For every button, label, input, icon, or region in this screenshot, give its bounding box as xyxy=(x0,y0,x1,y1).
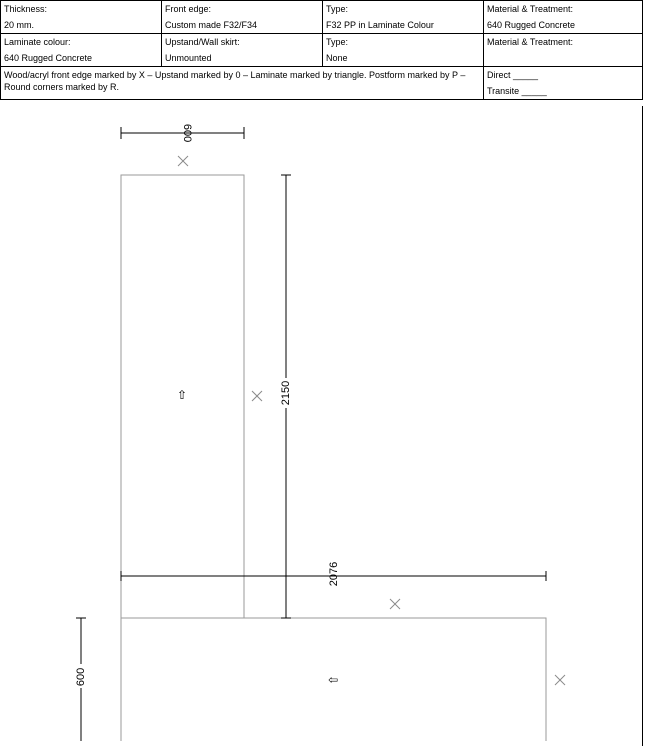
edge-markers xyxy=(178,156,565,685)
thickness-value: 20 mm. xyxy=(1,17,162,34)
material-value-1: 640 Rugged Concrete xyxy=(484,17,643,34)
dim-text-height: 2150 xyxy=(279,380,292,406)
front-edge-label: Front edge: xyxy=(162,1,323,18)
edge-marker-vertical-right xyxy=(252,391,262,401)
transite-field[interactable]: Transite _____ xyxy=(487,86,547,96)
material-label-2: Material & Treatment: xyxy=(484,34,643,67)
edge-marker-top xyxy=(178,156,188,166)
dim-text-total-width: 2076 xyxy=(327,561,340,587)
upstand-label: Upstand/Wall skirt: xyxy=(162,34,323,51)
dim-text-bottom-depth: 600 xyxy=(74,667,87,687)
edge-marker-bottom-right xyxy=(555,675,565,685)
dimension-height xyxy=(279,175,293,618)
direction-arrow-horizontal: ⇧ xyxy=(326,674,341,686)
legend-note-line-1: Wood/acryl front edge marked by X – Upstand marked by 0 – Laminate marked by triangle. Postform marked by P – xyxy=(4,70,466,80)
direction-arrow-vertical: ⇧ xyxy=(176,388,188,402)
type-value-2: None xyxy=(323,50,484,67)
upstand-value: Unmounted xyxy=(162,50,323,67)
legend-note-line-2: Round corners marked by R. xyxy=(4,82,120,92)
material-label-1: Material & Treatment: xyxy=(484,1,643,18)
dimension-bottom-depth xyxy=(74,618,88,741)
type-label-1: Type: xyxy=(323,1,484,18)
direct-field[interactable]: Direct _____ xyxy=(487,70,539,80)
dimension-top-width xyxy=(121,124,244,142)
type-value-1: F32 PP in Laminate Colour xyxy=(323,17,484,34)
edge-marker-bottom-top xyxy=(390,599,400,609)
dimension-total-width xyxy=(121,562,546,586)
thickness-label: Thickness: xyxy=(1,1,162,18)
laminate-colour-value: 640 Rugged Concrete xyxy=(1,50,162,67)
front-edge-value: Custom made F32/F34 xyxy=(162,17,323,34)
laminate-colour-label: Laminate colour: xyxy=(1,34,162,51)
type-label-2: Type: xyxy=(323,34,484,51)
dim-text-top-width: 600 xyxy=(181,123,194,143)
